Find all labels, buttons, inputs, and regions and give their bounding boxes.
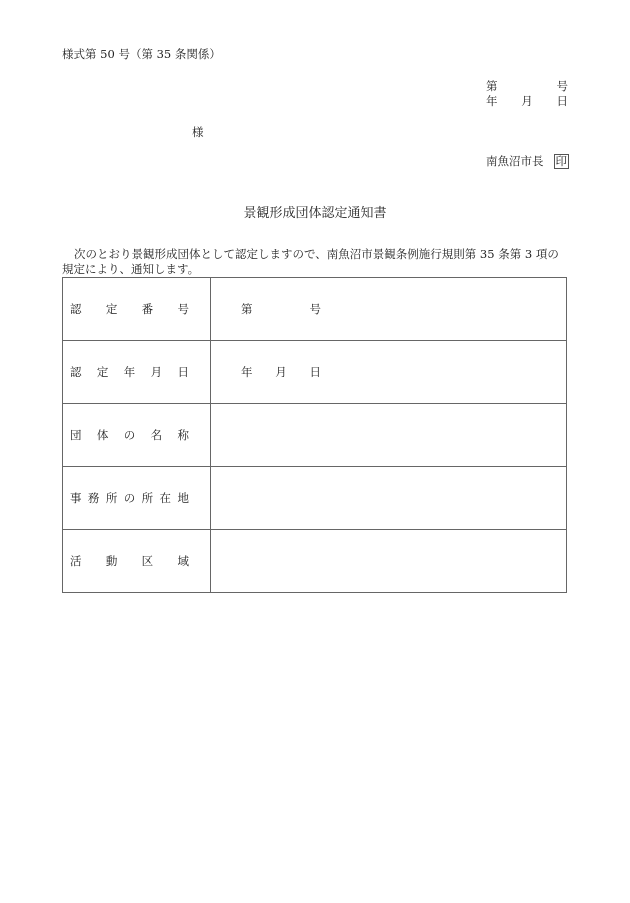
certification-number-label: [63, 278, 211, 341]
group-name-label: [63, 404, 211, 467]
form-identifier: 様式第 50 号（第 35 条関係）: [62, 47, 221, 61]
form-table: [62, 277, 567, 593]
value-template: [241, 301, 321, 317]
table-row-certification-number: [63, 278, 567, 341]
label-text: [70, 427, 189, 443]
office-address-value-field[interactable]: [211, 467, 567, 530]
date-month: 月: [521, 94, 533, 108]
label-char: 事: [70, 491, 82, 505]
label-char: 定: [105, 302, 118, 316]
value-char: 第: [241, 302, 253, 316]
number-prefix: 第: [486, 79, 498, 93]
label-char: 所: [141, 491, 154, 505]
label-char: 認: [70, 365, 82, 379]
addressee: 様: [192, 125, 204, 139]
label-char: 団: [70, 428, 82, 442]
office-address-label: [63, 467, 211, 530]
activity-area-label: [63, 530, 211, 593]
value-char: 年: [241, 365, 253, 379]
certification-date-value-field[interactable]: [211, 341, 567, 404]
label-char: 認: [70, 302, 82, 316]
activity-area-value-field[interactable]: [211, 530, 567, 593]
date-year: 年: [486, 94, 498, 108]
label-text: [70, 553, 189, 569]
label-char: 号: [177, 302, 189, 316]
label-char: 名: [150, 428, 163, 442]
label-char: 地: [177, 491, 189, 505]
label-char: 所: [105, 491, 118, 505]
value-template: [241, 364, 321, 380]
date-day: 日: [556, 94, 568, 108]
label-char: 動: [105, 554, 118, 568]
label-text: [70, 301, 189, 317]
issuer-name: 南魚沼市長: [486, 154, 544, 168]
label-char: 活: [70, 554, 82, 568]
label-char: 称: [177, 428, 189, 442]
label-char: 番: [141, 302, 154, 316]
label-char: 区: [141, 554, 154, 568]
label-text: [70, 364, 189, 380]
document-number-line: [486, 78, 568, 94]
document-date-line: [486, 93, 568, 109]
value-char: 号: [309, 302, 321, 316]
certification-date-label: [63, 341, 211, 404]
label-char: 在: [159, 491, 172, 505]
value-char: 日: [309, 365, 321, 379]
table-row-certification-date: [63, 341, 567, 404]
table-row-office-address: [63, 467, 567, 530]
body-text: 次のとおり景観形成団体として認定しますので、南魚沼市景観条例施行規則第 35 条第 3 項の規定により、通知します。: [62, 247, 559, 276]
certification-number-value-field[interactable]: [211, 278, 567, 341]
label-text: [70, 490, 189, 506]
issuer-line: [486, 153, 569, 169]
label-char: 年: [123, 365, 136, 379]
label-char: 定: [96, 365, 109, 379]
label-char: 務: [87, 491, 100, 505]
label-char: 体: [96, 428, 109, 442]
label-char: の: [123, 428, 136, 442]
group-name-value-field[interactable]: [211, 404, 567, 467]
seal-mark: 印: [555, 154, 567, 168]
document-title: 景観形成団体認定通知書: [243, 206, 387, 221]
label-char: 域: [177, 554, 189, 568]
label-char: の: [123, 491, 136, 505]
label-char: 月: [150, 365, 163, 379]
table-row-activity-area: [63, 530, 567, 593]
number-suffix: 号: [556, 79, 568, 93]
table-row-group-name: [63, 404, 567, 467]
label-char: 日: [177, 365, 189, 379]
value-char: 月: [275, 365, 287, 379]
